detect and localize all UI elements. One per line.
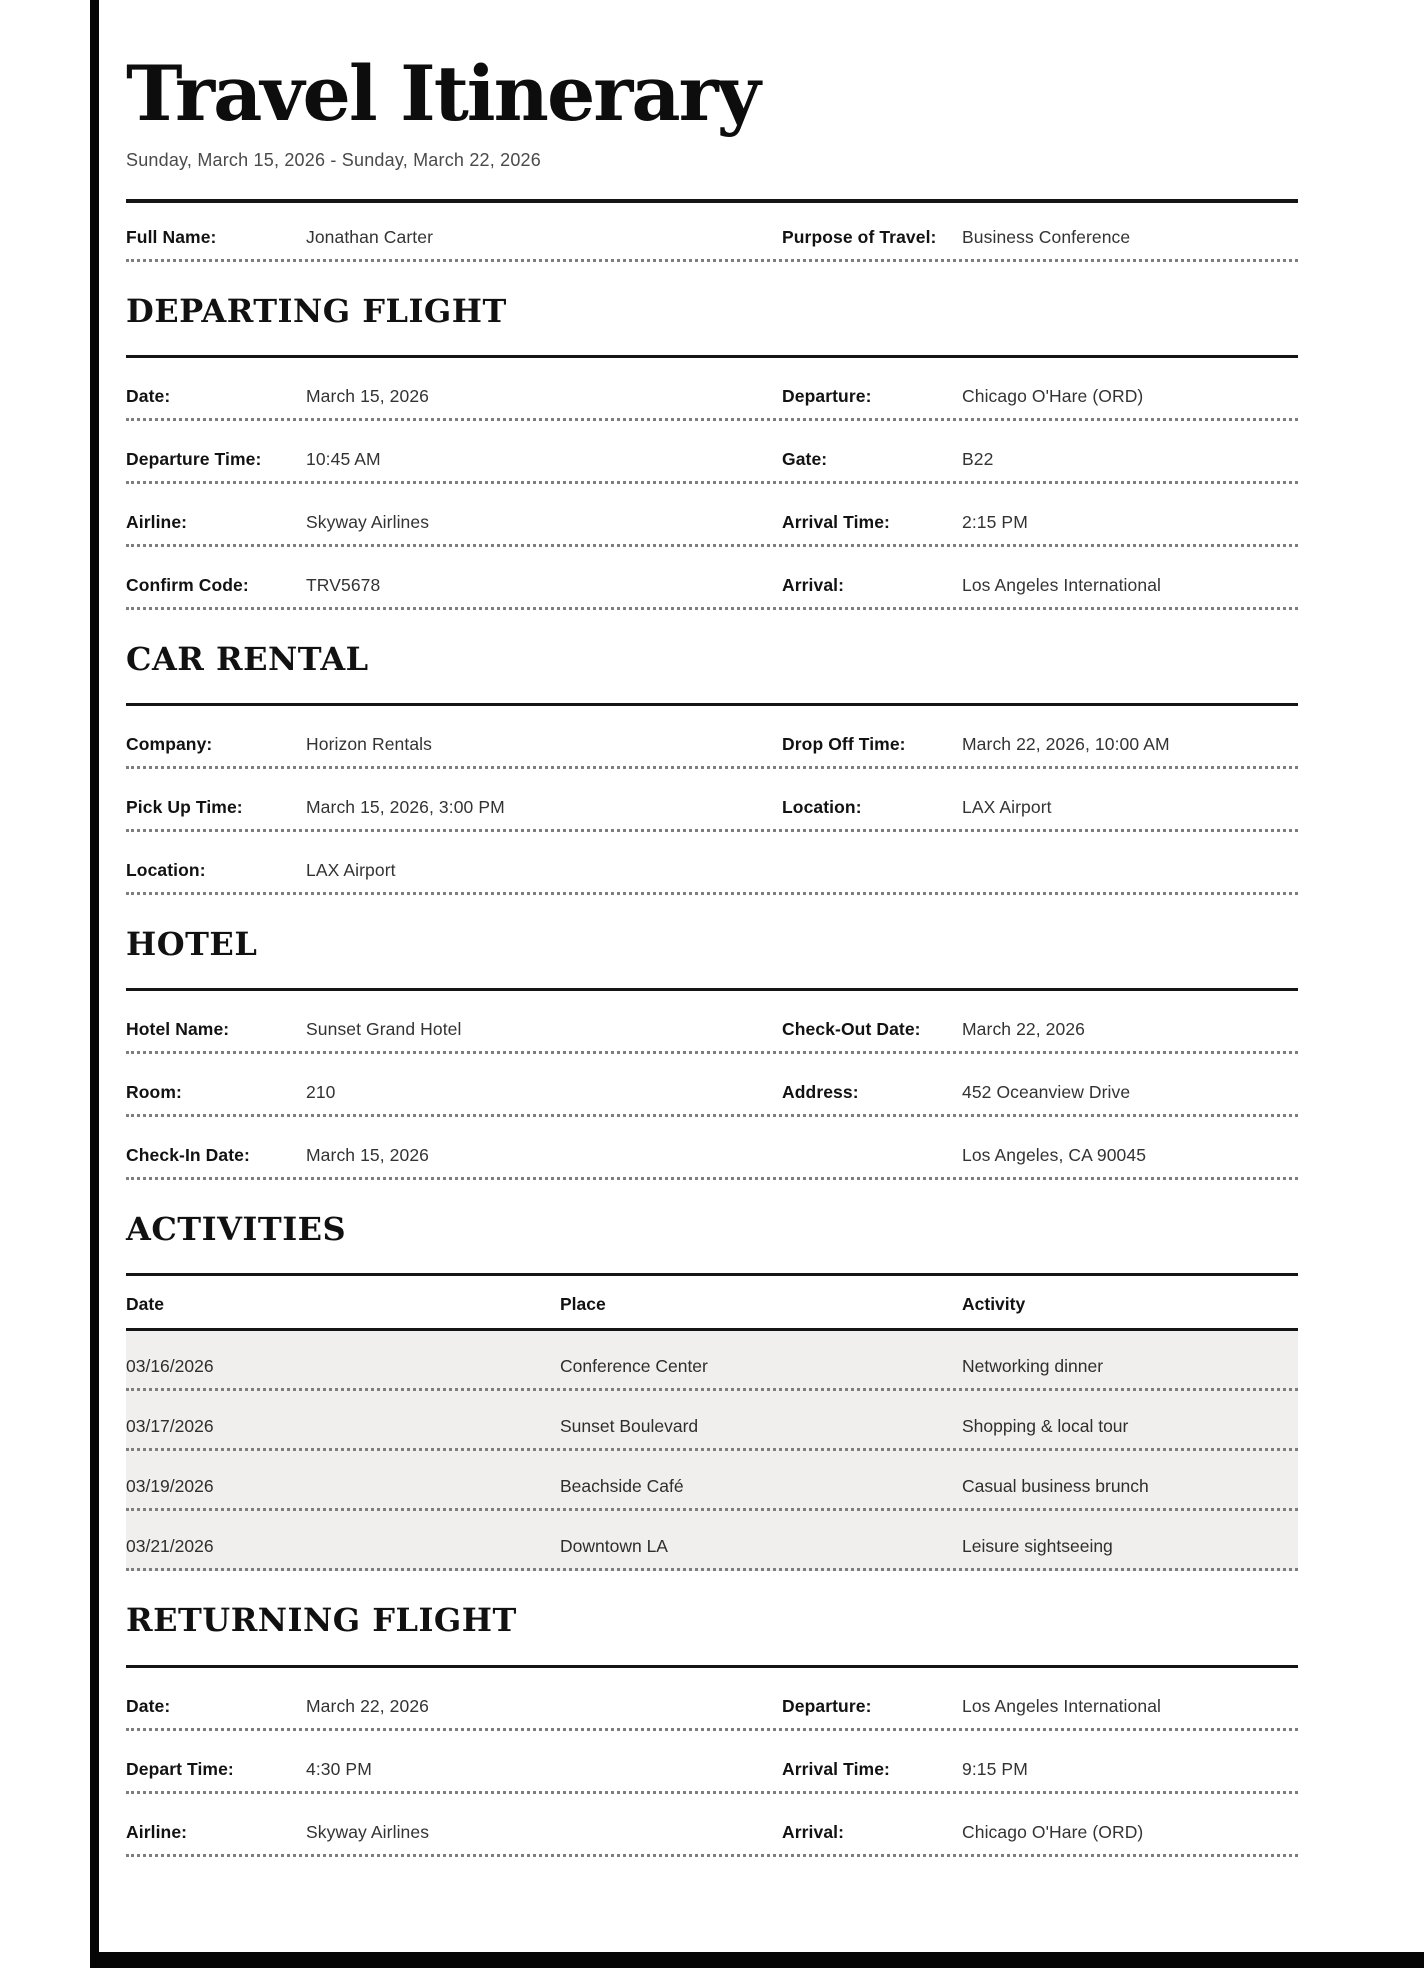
activities-row (126, 1451, 1298, 1511)
activity-date-cell: 03/19/2026 (126, 1476, 214, 1497)
field-right (782, 734, 1298, 755)
field-label: Arrival Time: (782, 511, 890, 532)
traveler-row (126, 203, 1298, 262)
field-label: Hotel Name: (126, 1019, 230, 1040)
field-row (126, 1668, 1298, 1731)
field-value: Horizon Rentals (306, 733, 432, 754)
travel-purpose-cell (782, 227, 1298, 248)
field-label: Drop Off Time: (782, 733, 906, 754)
field-label: Gate: (782, 448, 828, 469)
field-value: 4:30 PM (306, 1758, 372, 1779)
field-value: March 15, 2026 (306, 1145, 430, 1166)
field-right (782, 512, 1298, 533)
left-accent-bar (90, 0, 99, 1968)
field-left (126, 575, 642, 596)
field-left (126, 1082, 642, 1103)
section-heading: HOTEL (126, 924, 258, 963)
field-value: LAX Airport (962, 796, 1052, 817)
field-right (782, 1759, 1298, 1780)
bottom-accent-bar (90, 1952, 1424, 1968)
field-row (126, 769, 1298, 832)
section-heading: ACTIVITIES (126, 1210, 347, 1249)
field-right (782, 1696, 1298, 1717)
field-left (126, 1696, 642, 1717)
field-row (126, 1117, 1298, 1180)
field-row (126, 358, 1298, 421)
field-label: Address: (782, 1082, 859, 1103)
field-value: B22 (962, 448, 994, 469)
section-heading: DEPARTING FLIGHT (126, 291, 507, 330)
field-value: 452 Oceanview Drive (962, 1082, 1131, 1103)
field-label: Arrival: (782, 1821, 845, 1842)
field-left (126, 734, 642, 755)
activity-name-cell: Shopping & local tour (962, 1416, 1129, 1437)
field-label: Date: (126, 1695, 171, 1716)
field-label: Company: (126, 733, 213, 754)
field-label: Departure: (782, 1695, 872, 1716)
field-right (782, 797, 1298, 818)
car-rental-section (126, 639, 1298, 895)
departing-flight-section (126, 291, 1298, 610)
field-value: March 22, 2026, 10:00 AM (962, 733, 1170, 754)
field-left (126, 1759, 642, 1780)
column-header-activity: Activity (962, 1294, 1026, 1315)
field-right (782, 386, 1298, 407)
activities-row (126, 1511, 1298, 1571)
field-value: Los Angeles International (962, 574, 1162, 595)
page-content (126, 49, 1298, 1857)
field-value: March 15, 2026, 3:00 PM (306, 796, 505, 817)
field-right (782, 575, 1298, 596)
field-label: Location: (782, 796, 862, 817)
field-left (126, 797, 642, 818)
field-label: Room: (126, 1082, 182, 1103)
field-value: TRV5678 (306, 574, 381, 595)
field-value: Business Conference (962, 226, 1131, 247)
field-label: Confirm Code: (126, 574, 249, 595)
date-range-subtitle: Sunday, March 15, 2026 - Sunday, March 22, 2026 (126, 149, 541, 170)
field-left (126, 1019, 642, 1040)
field-left (126, 386, 642, 407)
field-row (126, 484, 1298, 547)
section-heading: RETURNING FLIGHT (126, 1601, 517, 1640)
field-row (126, 991, 1298, 1054)
hotel-section (126, 924, 1298, 1180)
traveler-name-cell (126, 227, 642, 248)
field-row (126, 832, 1298, 895)
field-value: March 22, 2026 (306, 1695, 430, 1716)
activity-date-cell: 03/21/2026 (126, 1536, 214, 1557)
activity-name-cell: Leisure sightseeing (962, 1536, 1113, 1557)
column-header-place: Place (560, 1294, 606, 1315)
field-label: Depart Time: (126, 1758, 234, 1779)
page-title: Travel Itinerary (126, 49, 759, 138)
field-label: Arrival Time: (782, 1758, 890, 1779)
field-label: Check-In Date: (126, 1145, 250, 1166)
field-value: Jonathan Carter (306, 226, 433, 247)
field-label: Date: (126, 385, 171, 406)
field-value: Sunset Grand Hotel (306, 1019, 462, 1040)
activities-row (126, 1331, 1298, 1391)
field-label: Full Name: (126, 226, 217, 247)
field-right (782, 1082, 1298, 1103)
field-value: 10:45 AM (306, 448, 381, 469)
activity-place-cell: Downtown LA (560, 1536, 668, 1557)
field-value: 2:15 PM (962, 511, 1028, 532)
field-label: Airline: (126, 1821, 188, 1842)
field-left (126, 449, 642, 470)
activities-row (126, 1391, 1298, 1451)
returning-flight-section (126, 1603, 1298, 1856)
field-value: 210 (306, 1082, 336, 1103)
field-right (782, 1822, 1298, 1843)
field-left (126, 1822, 642, 1843)
field-left (126, 1145, 642, 1166)
field-right (782, 1019, 1298, 1040)
field-row (126, 1731, 1298, 1794)
activity-date-cell: 03/16/2026 (126, 1356, 214, 1377)
field-label: Departure Time: (126, 448, 262, 469)
field-value: Los Angeles, CA 90045 (962, 1145, 1147, 1166)
field-label: Check-Out Date: (782, 1019, 921, 1040)
activity-name-cell: Casual business brunch (962, 1476, 1149, 1497)
field-row (126, 547, 1298, 610)
field-value: March 22, 2026 (962, 1019, 1086, 1040)
field-label: Purpose of Travel: (782, 226, 937, 247)
field-row (126, 706, 1298, 769)
field-label: Departure: (782, 385, 872, 406)
activity-date-cell: 03/17/2026 (126, 1416, 214, 1437)
field-row (126, 1054, 1298, 1117)
field-label: Location: (126, 859, 206, 880)
activities-table (126, 1276, 1298, 1571)
section-heading: CAR RENTAL (126, 639, 369, 678)
activity-place-cell: Beachside Café (560, 1476, 684, 1497)
field-left (126, 512, 642, 533)
activity-place-cell: Conference Center (560, 1356, 708, 1377)
field-right (782, 449, 1298, 470)
field-row (126, 421, 1298, 484)
activity-place-cell: Sunset Boulevard (560, 1416, 699, 1437)
field-label: Arrival: (782, 574, 845, 595)
activities-header-row (126, 1276, 1298, 1331)
field-value: 9:15 PM (962, 1758, 1028, 1779)
activity-name-cell: Networking dinner (962, 1356, 1104, 1377)
field-value: Skyway Airlines (306, 1821, 430, 1842)
field-value: March 15, 2026 (306, 385, 430, 406)
column-header-date: Date (126, 1294, 164, 1315)
field-value: Skyway Airlines (306, 511, 430, 532)
field-value: Chicago O'Hare (ORD) (962, 385, 1144, 406)
field-label: Airline: (126, 511, 188, 532)
field-value: LAX Airport (306, 859, 396, 880)
field-right (782, 860, 1298, 881)
field-row (126, 1794, 1298, 1857)
field-left (126, 860, 642, 881)
field-right (782, 1145, 1298, 1166)
activities-section (126, 1212, 1298, 1571)
field-value: Chicago O'Hare (ORD) (962, 1821, 1144, 1842)
field-label: Pick Up Time: (126, 796, 243, 817)
field-value: Los Angeles International (962, 1695, 1162, 1716)
